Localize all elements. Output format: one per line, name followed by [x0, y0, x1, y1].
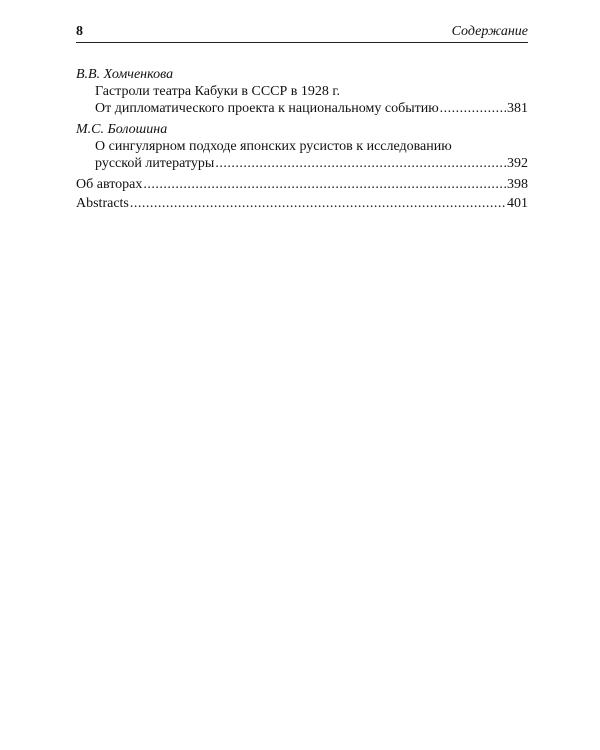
toc-author: В.В. Хомченкова — [76, 67, 174, 82]
toc-page-number: 401 — [507, 196, 528, 211]
toc-title-line: О сингулярном подходе японских русистов к исследованию — [95, 139, 452, 154]
toc-top-entry — [76, 176, 528, 193]
table-of-contents — [76, 66, 528, 214]
toc-entry — [76, 66, 528, 117]
toc-entry-title — [76, 83, 528, 117]
toc-page-number: 381 — [507, 101, 528, 116]
dot-leader — [143, 176, 502, 193]
dot-leader — [130, 195, 506, 212]
toc-author: М.С. Болошина — [76, 122, 168, 137]
toc-title-last-line: От дипломатического проекта к национальному событию — [95, 101, 439, 116]
toc-title-last-line: русской литературы — [95, 156, 215, 171]
toc-leader-line — [95, 100, 528, 117]
toc-top-entry-title: Об авторах — [76, 177, 143, 192]
toc-leader-line — [95, 155, 528, 172]
toc-page-number: .392 — [503, 156, 528, 171]
dot-leader — [440, 100, 506, 117]
running-head — [76, 22, 528, 43]
toc-top-entry — [76, 195, 528, 212]
toc-entry — [76, 121, 528, 172]
toc-page-number: .398 — [503, 177, 528, 192]
running-head-title: Содержание — [451, 24, 528, 39]
dot-leader — [215, 155, 502, 172]
toc-title-line: Гастроли театра Кабуки в СССР в 1928 г. — [95, 84, 341, 99]
page-number: 8 — [76, 24, 83, 39]
toc-top-entry-title: Abstracts — [76, 196, 129, 211]
toc-entry-title — [76, 138, 528, 172]
